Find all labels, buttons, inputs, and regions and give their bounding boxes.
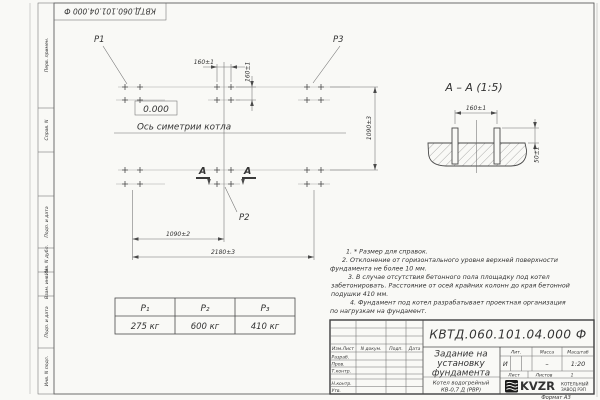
title-block xyxy=(330,320,594,394)
lit-mass-scale-values xyxy=(503,360,585,368)
plan-construction-lines xyxy=(114,62,350,242)
lit-value: И xyxy=(502,360,508,368)
role-prov: Пров. xyxy=(331,362,345,368)
p2-label: P2 xyxy=(239,213,250,223)
col-data-label: Дата xyxy=(408,347,421,352)
dim-stud-spacing-text: 160±1 xyxy=(465,105,487,112)
left-column-labels xyxy=(44,38,50,386)
frame-label-podp-data-2: Подп. и дата xyxy=(45,306,50,338)
scale-value: 1:20 xyxy=(570,360,586,368)
kvzr-logo-text: KVZR xyxy=(520,379,556,393)
section-letter-left: А xyxy=(199,166,207,177)
frame-label-perv-primen: Перв. примен. xyxy=(45,37,50,73)
note-line: фундамента не более 10 мм. xyxy=(330,265,427,273)
scale-label: Масштаб xyxy=(567,350,589,356)
mass-value: – xyxy=(545,360,549,368)
elevation-value: 0.000 xyxy=(143,105,169,115)
kvzr-logo-mark xyxy=(505,380,518,393)
product-name-line1: Котел водогрейный xyxy=(432,380,490,387)
role-utv: Утв. xyxy=(331,389,341,394)
dim-full-width-text: 2180±3 xyxy=(210,249,236,256)
dim-stud-protrusion-text: 50±1 xyxy=(533,146,541,163)
note-line: подушки 410 мм. xyxy=(331,291,389,298)
mass-label: Масса xyxy=(539,350,555,356)
listov-value: 1 xyxy=(570,373,574,379)
load-table-header-p2: P₂ xyxy=(200,304,210,314)
load-table-value-p1: 275 кг xyxy=(130,322,160,332)
title-block-left-labels xyxy=(332,346,421,394)
load-table-value-p3: 410 кг xyxy=(250,322,280,332)
drawing-title xyxy=(432,350,490,379)
anchor-bolt-marks xyxy=(122,84,324,187)
kvzr-caption-line2: ЗАВОД РЭП xyxy=(561,387,586,392)
dim-bolt-horizontal-text: 160±1 xyxy=(193,59,214,66)
section-view xyxy=(428,81,541,173)
concrete-pad xyxy=(428,143,527,166)
note-line: забетонировать. Расстояние от осей крайних колонн до края бетонной xyxy=(331,282,570,290)
load-table-header-p1: P₁ xyxy=(140,304,150,314)
role-tkontr: Т.контр. xyxy=(331,369,352,375)
dim-bolt-vertical-text: 160±1 xyxy=(244,61,252,82)
listov-label: Листов xyxy=(535,373,553,379)
frame-label-podp-data-1: Подп. и дата xyxy=(45,206,50,238)
col-podp-label: Подп. xyxy=(389,347,403,352)
dim-half-width-text: 1090±2 xyxy=(165,231,191,238)
dim-height-text: 1090±3 xyxy=(366,115,373,141)
frame-label-inv-podl: Инв. N подл. xyxy=(45,355,50,387)
format-note: Формат А3 xyxy=(541,395,571,400)
boiler-axis-label: Ось симетрии котла xyxy=(137,122,232,133)
note-line: 1. * Размер для справок. xyxy=(346,248,428,256)
kvzr-logo-caption xyxy=(561,382,588,393)
doc-number-rotated: КВТД.060.101.04.000 Ф xyxy=(64,6,156,16)
role-nkontr: Н.контр. xyxy=(331,381,352,387)
p3-label: P3 xyxy=(333,35,344,45)
title-block-doc-number: КВТД.060.101.04.000 Ф xyxy=(429,327,587,342)
section-title: А – А (1:5) xyxy=(445,81,503,94)
note-line: 3. В случае отсутствия бетонного пола площадку под котел xyxy=(348,274,550,281)
drawing-title-line1: Задание на xyxy=(434,349,488,360)
product-name xyxy=(433,381,490,394)
product-name-line2: КВ-0,7 Д (РВР) xyxy=(440,387,482,394)
note-line: 4. Фундамент под котел разрабатывает проектная организация xyxy=(350,299,566,307)
p1-label: P1 xyxy=(94,35,105,45)
frame-label-vzam-inv: Взам. инв. N xyxy=(45,269,50,299)
drawing-title-line2: установку xyxy=(437,359,485,369)
frame-label-inv-dubl: Инв. N дубл. xyxy=(45,244,50,276)
note-line: по нагрузкам на фундамент. xyxy=(330,308,427,315)
drawing-title-line3: фундамента xyxy=(431,368,491,379)
technical-notes xyxy=(330,249,570,316)
note-line: 2. Отклонение от горизонтального уровня верхней поверхности xyxy=(342,257,558,264)
list-label: Лист xyxy=(508,373,520,379)
load-table-value-p2: 600 кг xyxy=(190,322,220,332)
role-razrab: Разраб. xyxy=(331,355,350,361)
kvzr-caption-line1: КОТЕЛЬНЫЙ xyxy=(561,381,589,387)
lit-label: Лит. xyxy=(510,350,522,356)
frame-label-sprav-n: Справ. N xyxy=(45,119,50,141)
load-table-header-p3: P₃ xyxy=(260,304,270,314)
kvzr-logo xyxy=(505,379,588,393)
col-izm-label: Изм.Лист xyxy=(332,347,354,352)
load-table xyxy=(115,298,295,334)
plan-view xyxy=(94,35,378,260)
dim-stud-spacing xyxy=(455,110,497,124)
section-letter-right: А xyxy=(244,166,252,177)
col-docnum-label: N докум. xyxy=(360,347,382,352)
